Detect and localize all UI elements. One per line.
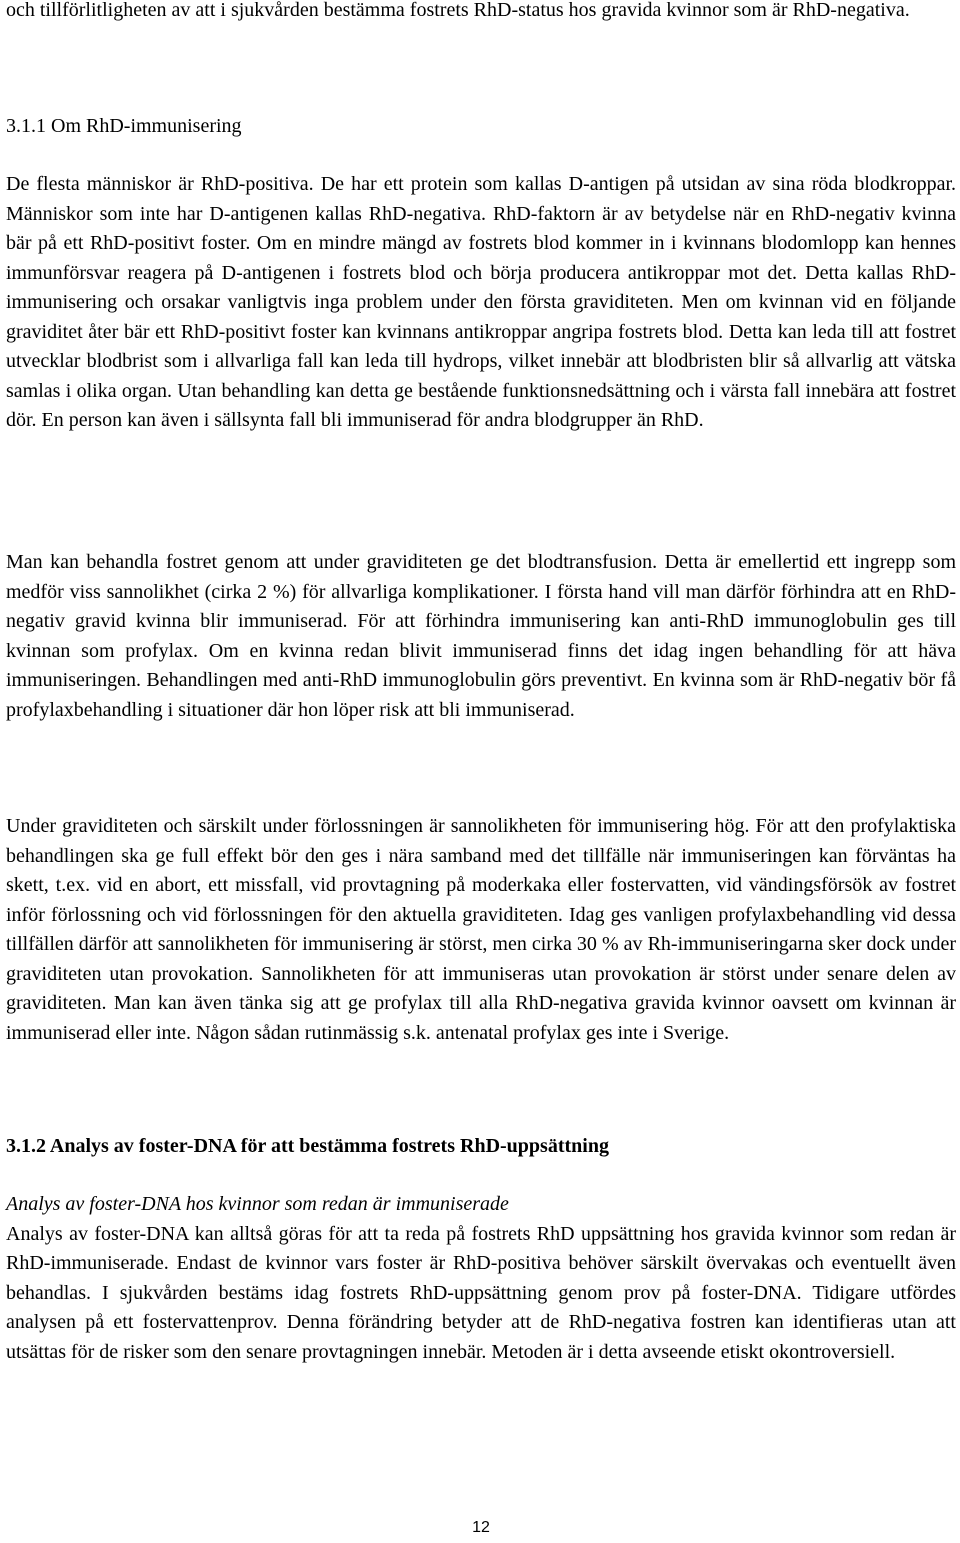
page-number: 12 xyxy=(472,1519,490,1536)
body-paragraph: Man kan behandla fostret genom att under graviditeten ge det blodtransfusion. Detta är emellertid ett ingrepp som medför viss sannolikhet (cirka 2 %) för allvarliga komplikationer. I första hand vill man därför förhindra att en RhD-negativ gravid kvinna blir immuniserad. För att förhindra immunisering kan anti-RhD immunoglobulin ges till kvinnan som profylax. Om en kvinna redan blivit immuniserad finns det idag ingen behandling för att häva immuniseringen. Behandlingen med anti-RhD immunoglobulin görs preventivt. En kvinna som är RhD-negativ bör få profylaxbehandling i situationer där hon löper risk att bli immuniserad. xyxy=(6,551,956,721)
body-paragraph: Analys av foster-DNA kan alltså göras för att ta reda på fostrets RhD uppsättning hos gravida kvinnor som redan är RhD-immuniserade. Endast de kvinnor vars foster är RhD-positiva behöver särskilt övervakas och eventuellt även behandlas. I sjukvården bestäms idag fostrets RhD-uppsättning genom prov på foster-DNA. Tidigare utfördes analysen på ett fostervattenprov. Denna förändring betyder att de RhD-negativa fostren kan identifieras utan att utsättas för de risker som den senare provtagningen innebär. Metoden är i detta avseende etiskt okontroversiell. xyxy=(6,1222,956,1363)
section-heading: 3.1.2 Analys av foster-DNA för att bestämma fostrets RhD-uppsättning xyxy=(6,1135,609,1157)
intro-continuation-paragraph: och tillförlitligheten av att i sjukvården bestämma fostrets RhD-status hos gravida kvinnor som är RhD-negativa. xyxy=(6,0,910,21)
section-3-1-2-body-block xyxy=(6,1190,956,1367)
section-3-1-1-heading-block xyxy=(6,112,956,142)
document-page xyxy=(6,0,956,1543)
body-paragraph: De flesta människor är RhD-positiva. De har ett protein som kallas D-antigen på utsidan av sina röda blodkroppar. Människor som inte har D-antigenen kallas RhD-negativa. RhD-faktorn är av betydelse när en RhD-negativ kvinna bär på ett RhD-positivt foster. Om en mindre mängd av fostrets blod kommer in i kvinnans blodomlopp kan hennes immunförsvar reagera på D-antigenen i fostrets blod och börja producera antikroppar mot det. Detta kallas RhD-immunisering och orsakar vanligtvis inga problem under den första graviditeten. Men om kvinnan vid en följande graviditet åter bär ett RhD-positivt foster kan kvinnans antikroppar angripa fostrets blod. Detta kan leda till att fostret utvecklar blodbrist som i allvarliga fall kan leda till hydrops, vilket innebär att blodbristen blir så allvarlig att vätska samlas i olika organ. Utan behandling kan detta ge bestående funktionsnedsättning och i värsta fall innebära att fostret dör. En person kan även i sällsynta fall bli immuniserad för andra blodgrupper än RhD. xyxy=(6,173,956,431)
section-heading: 3.1.1 Om RhD-immunisering xyxy=(6,115,242,137)
section-3-1-1-paragraph-3-block xyxy=(6,812,956,1048)
intro-continuation-block xyxy=(6,0,956,26)
section-3-1-1-paragraph-1-block xyxy=(6,170,956,436)
section-subheading: Analys av foster-DNA hos kvinnor som redan är immuniserade xyxy=(6,1193,509,1215)
section-3-1-2-heading-block xyxy=(6,1132,956,1162)
section-3-1-1-paragraph-2-block xyxy=(6,548,956,725)
body-paragraph: Under graviditeten och särskilt under förlossningen är sannolikheten för immunisering hög. För att den profylaktiska behandlingen ska ge full effekt bör den ges i nära samband med det tillfälle när immuniseringen kan förväntas ha skett, t.ex. vid en abort, ett missfall, vid provtagning på moderkaka eller fostervatten, vid vändingsförsök av fostret inför förlossning och vid förlossningen för den aktuella graviditeten. Idag ges vanligen profylaxbehandling vid dessa tillfällen därför att sannolikheten för immunisering är störst, men cirka 30 % av Rh-immuniseringarna sker dock under graviditeten utan provokation. Sannolikheten för att immuniseras utan provokation är störst under senare delen av graviditeten. Man kan även tänka sig att ge profylax till alla RhD-negativa gravida kvinnor oavsett om kvinnan är immuniserad eller inte. Någon sådan rutinmässig s.k. antenatal profylax ges inte i Sverige. xyxy=(6,815,956,1044)
